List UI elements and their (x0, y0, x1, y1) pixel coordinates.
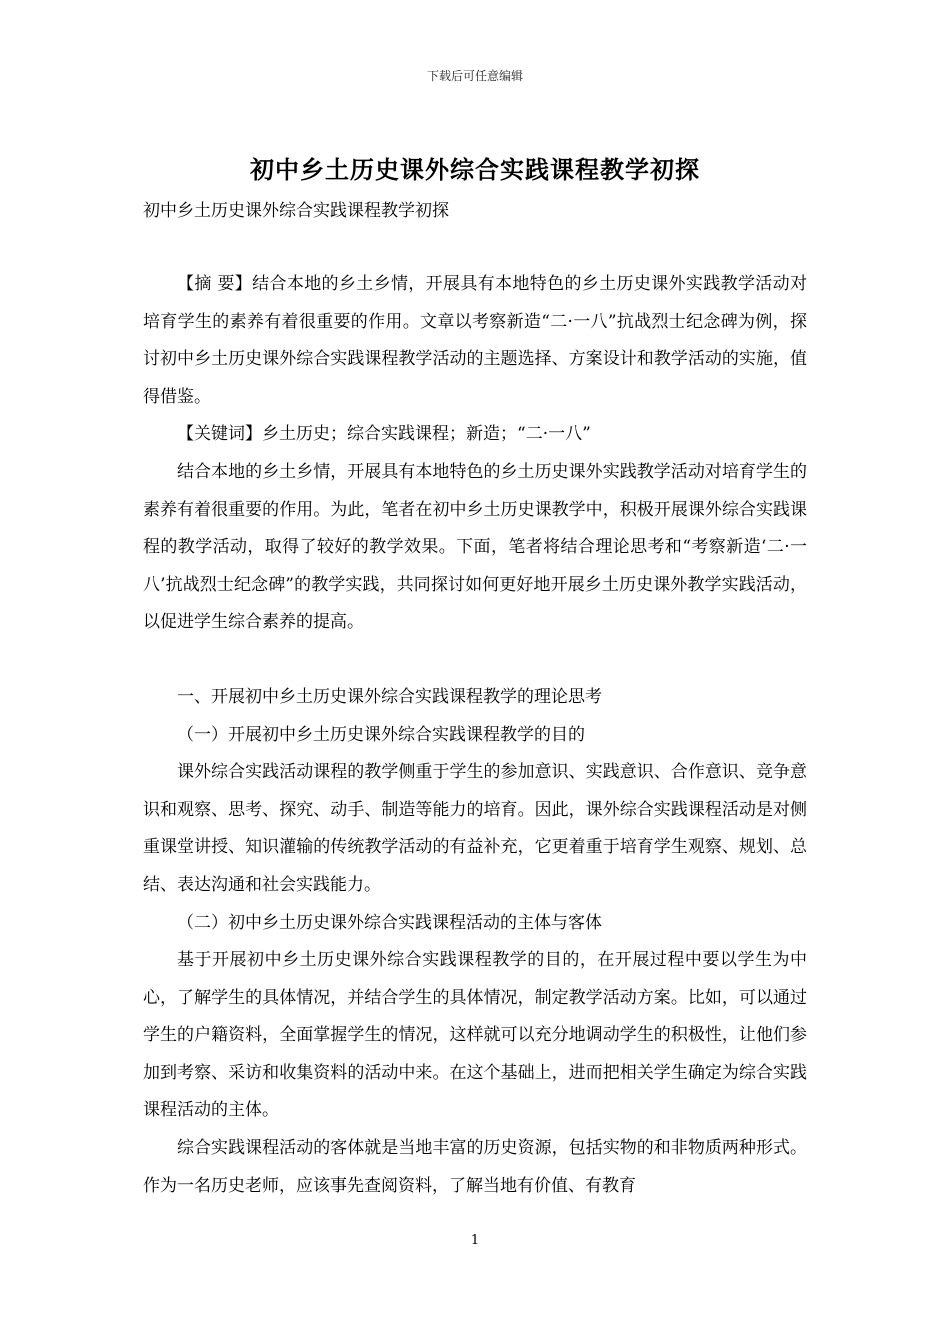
intro-paragraph: 结合本地的乡土乡情，开展具有本地特色的乡土历史课外实践教学活动对培育学生的素养有着很重要的作用。为此，笔者在初中乡土历史课教学中，积极开展课外综合实践课程的教学活动，取得了较好的教学效果。下面，笔者将结合理论思考和“考察新造‘二·一八’抗战烈士纪念碑”的教学实践，共同探讨如何更好地开展乡土历史课外教学实践活动，以促进学生综合素养的提高。 (143, 461, 807, 633)
section-heading: 一、开展初中乡土历史课外综合实践课程教学的理论思考 (177, 686, 602, 707)
body-paragraph: 综合实践课程活动的客体就是当地丰富的历史资源，包括实物的和非物质两种形式。作为一名历史老师，应该事先查阅资料，了解当地有价值、有教育 (143, 1138, 807, 1196)
document-title: 初中乡土历史课外综合实践课程教学初探 (250, 155, 700, 184)
keywords-paragraph: 【关键词】乡土历史；综合实践课程；新造；“二·一八” (177, 424, 591, 445)
document-body (143, 266, 807, 1205)
subsection-heading: （一）开展初中乡土历史课外综合实践课程教学的目的 (177, 724, 585, 745)
body-paragraph: 课外综合实践活动课程的教学侧重于学生的参加意识、实践意识、合作意识、竞争意识和观察、思考、探究、动手、制造等能力的培育。因此，课外综合实践课程活动是对侧重课堂讲授、知识灌输的传统教学活动的有益补充，它更着重于培育学生观察、规划、总结、表达沟通和社会实践能力。 (143, 762, 807, 895)
document-subtitle: 初中乡土历史课外综合实践课程教学初探 (143, 201, 449, 221)
subsection-heading: （二）初中乡土历史课外综合实践课程活动的主体与客体 (177, 912, 602, 933)
body-paragraph: 基于开展初中乡土历史课外综合实践课程教学的目的，在开展过程中要以学生为中心，了解学生的具体情况，并结合学生的具体情况，制定教学活动方案。比如，可以通过学生的户籍资料，全面掌握学生的情况，这样就可以充分地调动学生的积极性，让他们参加到考察、采访和收集资料的活动中来。在这个基础上，进而把相关学生确定为综合实践课程活动的主体。 (143, 950, 807, 1121)
page-header: 下载后可任意编辑 (426, 69, 523, 83)
abstract-paragraph: 【摘 要】结合本地的乡土乡情，开展具有本地特色的乡土历史课外实践教学活动对培育学生的素养有着很重要的作用。文章以考察新造“二·一八”抗战烈士纪念碑为例，探讨初中乡土历史课外综合实践课程教学活动的主题选择、方案设计和教学活动的实施，值得借鉴。 (143, 274, 807, 407)
page-number: 1 (470, 1233, 480, 1248)
